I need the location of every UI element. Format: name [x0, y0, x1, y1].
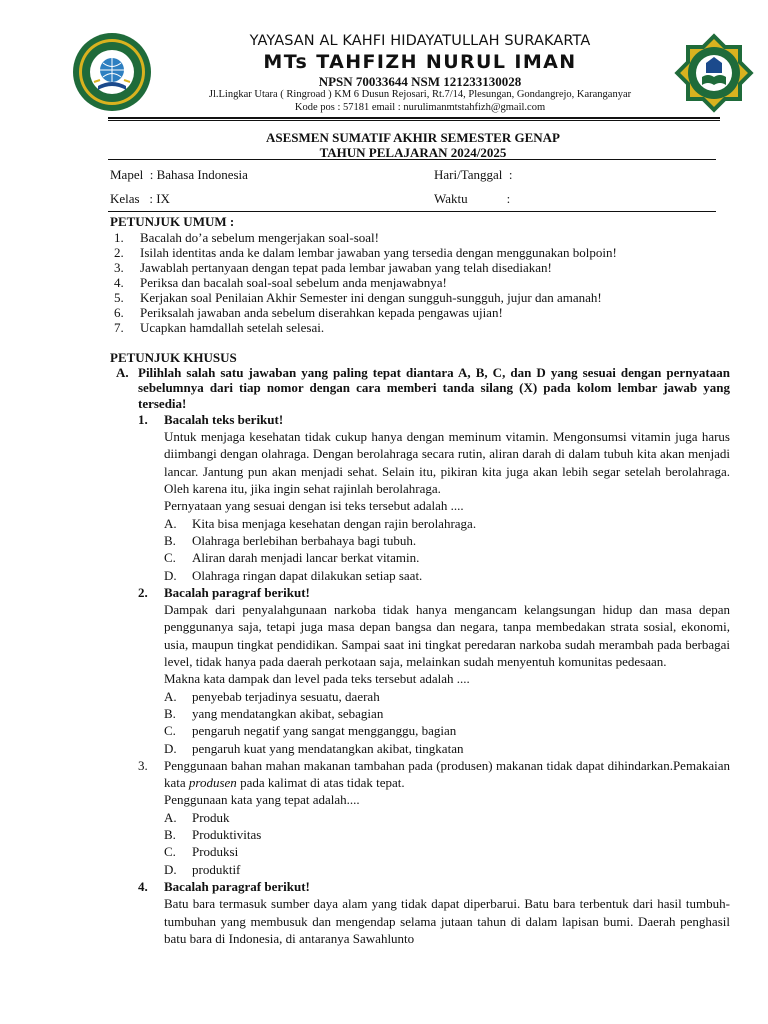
list-item-number: 5. [114, 290, 124, 305]
option-letter: B. [164, 705, 176, 721]
question-stem-text: Penggunaan bahan mahan makanan tambahan pada (produsen) makanan tidak dapat dihindarkan.Pemakaian kata [164, 757, 730, 791]
question-number: 2. [138, 584, 148, 600]
option-letter: B. [164, 532, 176, 548]
question-heading [110, 411, 730, 428]
question-passage: Batu bara termasuk sumber daya alam yang tidak dapat diperbarui. Batu bara terbentuk dari hasil tumbuh-tumbuhan yang membusuk dan mengendap selama jutaan tahun di dalam lapisan bumi. Daerah penghasil batu bara di Indonesia, di antaranya Sawahlunto [164, 896, 730, 946]
header-rule-thick [108, 117, 720, 119]
info-rule [108, 211, 716, 212]
question-number: 3. [138, 757, 148, 773]
list-item [110, 275, 730, 290]
option-letter: C. [164, 723, 176, 739]
question-prompt: Pernyataan yang sesuai dengan isi teks tersebut adalah .... [164, 498, 464, 514]
question-heading-text: Bacalah paragraf berikut! [164, 584, 310, 600]
question-passage: Untuk menjaga kesehatan tidak cukup hanya dengan meminum vitamin. Mengonsumsi vitamin juga harus diimbangi dengan olahraga. Dengan berolahraga secara rutin, aliran darah di dalam tubuh kita akan menjadi lancar. Jantung pun akan menjadi sehat. Selain itu, pikiran kita juga akan lebih segar setelah berolahraga. Oleh karena itu, jika ingin sehat rajinlah berolahraga. [164, 429, 730, 497]
exam-title-line1: ASESMEN SUMATIF AKHIR SEMESTER GENAP [266, 130, 560, 145]
option-text: Produktivitas [192, 827, 262, 843]
question-3 [110, 757, 730, 878]
list-item-text: Kerjakan soal Penilaian Akhir Semester ini dengan sungguh-sungguh, jujur dan amanah! [140, 290, 602, 305]
answer-option [110, 809, 730, 826]
list-item [110, 290, 730, 305]
info-kelas: Kelas : IX [110, 191, 170, 206]
option-text: Aliran darah menjadi lancar berkat vitamin. [192, 550, 420, 566]
option-letter: A. [164, 515, 177, 531]
answer-option [110, 567, 730, 584]
specific-instructions [110, 350, 730, 947]
exam-title-line2: TAHUN PELAJARAN 2024/2025 [319, 145, 507, 160]
option-text: penyebab terjadinya sesuatu, daerah [192, 688, 380, 704]
list-item-text: Periksa dan bacalah soal-soal sebelum anda menjawabnya! [140, 275, 447, 290]
school-contact: Kode pos : 57181 email : nurulimanmtstahfizh@gmail.com [294, 102, 546, 113]
info-waktu: Waktu : [434, 191, 511, 206]
option-letter: C. [164, 844, 176, 860]
question-stem-end: pada kalimat di atas tidak tepat. [236, 775, 405, 791]
school-name: MTs TAHFIZH NURUL IMAN [263, 51, 577, 73]
header-rule-thin [108, 120, 720, 121]
option-letter: C. [164, 550, 176, 566]
question-2 [110, 584, 730, 757]
option-text: Produksi [192, 844, 239, 860]
option-text: yang mendatangkan akibat, sebagian [192, 705, 384, 721]
letterhead [0, 0, 768, 120]
section-a-instruction [110, 365, 730, 411]
list-item-number: 3. [114, 260, 124, 275]
foundation-name: YAYASAN AL KAHFI HIDAYATULLAH SURAKARTA [249, 33, 591, 49]
question-1 [110, 411, 730, 584]
question-stem-italic: produsen [188, 775, 237, 791]
list-item-text: Bacalah do’a sebelum mengerjakan soal-soal! [140, 230, 379, 245]
info-mapel: Mapel : Bahasa Indonesia [110, 167, 248, 182]
list-item-text: Ucapkan hamdallah setelah selesai. [140, 320, 325, 335]
list-item [110, 245, 730, 260]
option-text: produktif [192, 861, 241, 877]
section-a-text: Pilihlah salah satu jawaban yang paling tepat diantara A, B, C, dan D yang sesuai dengan pernyataan sebelumnya dari tiap nomor dengan cara memberi tanda silang (X) pada kolom lembar jawab yang tersedia! [138, 365, 730, 411]
title-rule [108, 159, 716, 160]
question-heading [110, 878, 730, 895]
option-text: pengaruh negatif yang sangat mengganggu, bagian [192, 723, 457, 739]
list-item [110, 230, 730, 245]
foundation-logo-right [674, 33, 754, 113]
list-item-text: Jawablah pertanyaan dengan tepat pada lembar jawaban yang telah disediakan! [140, 260, 552, 275]
info-hari-tanggal: Hari/Tanggal : [434, 167, 513, 182]
question-number: 4. [138, 878, 148, 894]
answer-option [110, 705, 730, 722]
answer-option [110, 826, 730, 843]
option-text: Kita bisa menjaga kesehatan dengan rajin berolahraga. [192, 515, 477, 531]
answer-option [110, 861, 730, 878]
answer-option [110, 515, 730, 532]
general-instructions-title: PETUNJUK UMUM : [110, 214, 235, 229]
question-prompt: Penggunaan kata yang tepat adalah.... [164, 792, 360, 808]
option-text: pengaruh kuat yang mendatangkan akibat, tingkatan [192, 740, 464, 756]
school-address: Jl.Lingkar Utara ( Ringroad ) KM 6 Dusun Rejosari, Rt.7/14, Plesungan, Gondangrejo, Karanganyar [208, 89, 632, 100]
question-heading-text: Bacalah paragraf berikut! [164, 878, 310, 894]
option-letter: B. [164, 827, 176, 843]
answer-option [110, 532, 730, 549]
list-item-number: 1. [114, 230, 124, 245]
list-item-number: 7. [114, 320, 124, 335]
school-npsn: NPSN 70033644 NSM 121233130028 [318, 74, 522, 89]
list-item [110, 305, 730, 320]
list-item [110, 260, 730, 275]
list-item-text: Periksalah jawaban anda sebelum diserahkan kepada pengawas ujian! [140, 305, 503, 320]
option-text: Olahraga ringan dapat dilakukan setiap saat. [192, 567, 423, 583]
option-letter: D. [164, 567, 177, 583]
option-text: Produk [192, 809, 230, 825]
exam-title [0, 130, 768, 160]
question-passage: Dampak dari penyalahgunaan narkoba tidak hanya mengancam kelangsungan hidup dan masa depan penggunanya saja, tetapi juga masa depan bangsa dan negara, tanpa membedakan strata sosial, ekonomi, usia, maupun tingkat pendidikan. Sampai saat ini tingkat peredaran narkoba sudah merambah pada berbagai level, tidak hanya pada daerah perkotaan saja, melainkan sudah menyentuh komunitas pedesaan. [164, 602, 730, 670]
list-item-number: 4. [114, 275, 124, 290]
list-item-number: 2. [114, 245, 124, 260]
option-text: Olahraga berlebihan berbahaya bagi tubuh. [192, 532, 417, 548]
general-instructions-list [110, 230, 730, 335]
question-prompt: Makna kata dampak dan level pada teks tersebut adalah .... [164, 671, 470, 687]
answer-option [110, 843, 730, 860]
question-number: 1. [138, 411, 148, 427]
section-letter: A. [116, 365, 129, 380]
list-item [110, 320, 730, 335]
general-instructions [110, 214, 730, 335]
question-stem [110, 757, 730, 792]
answer-option [110, 722, 730, 739]
answer-option [110, 549, 730, 566]
question-heading-text: Bacalah teks berikut! [164, 411, 284, 427]
list-item-text: Isilah identitas anda ke dalam lembar jawaban yang tersedia dengan menggunakan bolpoin! [140, 245, 617, 260]
specific-instructions-title: PETUNJUK KHUSUS [110, 350, 237, 365]
question-4 [110, 878, 730, 947]
list-item-number: 6. [114, 305, 124, 320]
option-letter: D. [164, 740, 177, 756]
option-letter: D. [164, 861, 177, 877]
option-letter: A. [164, 809, 177, 825]
answer-option [110, 740, 730, 757]
option-letter: A. [164, 688, 177, 704]
answer-option [110, 688, 730, 705]
question-heading [110, 584, 730, 601]
